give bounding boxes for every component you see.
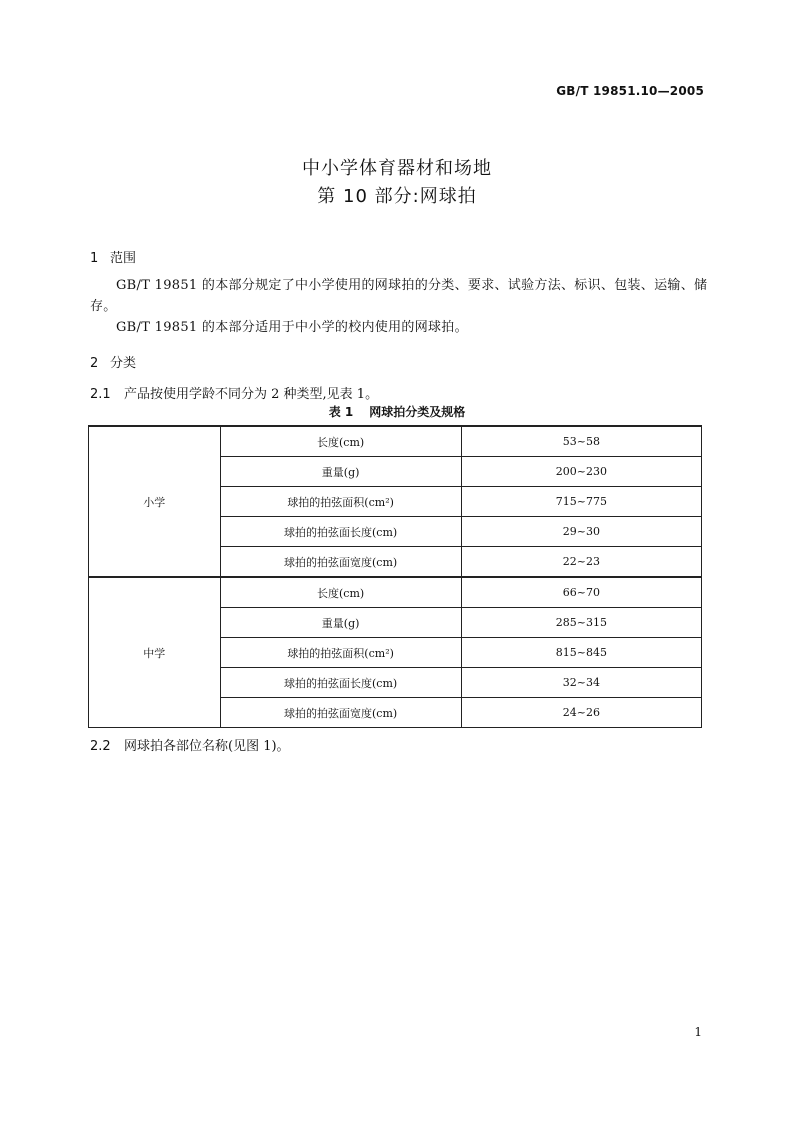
document-title-line-1: 中小学体育器材和场地 <box>302 158 492 179</box>
standard-number: GB/T 19851.10—2005 <box>556 84 704 98</box>
scope-paragraph-2: GB/T 19851 的本部分适用于中小学的校内使用的网球拍。 <box>116 320 468 335</box>
spec-value-cell: 285~315 <box>461 608 701 638</box>
table-row <box>89 426 702 457</box>
table-1-caption-title: 网球拍分类及规格 <box>369 405 466 419</box>
classification-table <box>88 425 702 728</box>
spec-value-cell: 815~845 <box>461 638 701 668</box>
spec-item-cell: 球拍的拍弦面积(cm²) <box>220 638 461 668</box>
section-1-number: 1 <box>90 251 99 266</box>
spec-value-cell: 200~230 <box>461 457 701 487</box>
section-1-heading <box>90 247 136 266</box>
spec-value-cell: 29~30 <box>461 517 701 547</box>
spec-value-cell: 32~34 <box>461 668 701 698</box>
document-title-line-2: 第 10 部分:网球拍 <box>317 186 477 207</box>
spec-item-cell: 长度(cm) <box>220 426 461 457</box>
section-1-title: 范围 <box>110 251 137 266</box>
clause-2-2-number: 2.2 <box>90 739 111 754</box>
spec-item-cell: 长度(cm) <box>220 577 461 608</box>
table-1-caption-number: 表 1 <box>328 405 354 419</box>
section-2-heading <box>90 352 136 371</box>
clause-2-2 <box>90 735 290 754</box>
clause-2-1-number: 2.1 <box>90 387 111 402</box>
spec-item-cell: 球拍的拍弦面积(cm²) <box>220 487 461 517</box>
spec-item-cell: 重量(g) <box>220 457 461 487</box>
spec-item-cell: 球拍的拍弦面宽度(cm) <box>220 698 461 728</box>
clause-2-1-text: 产品按使用学龄不同分为 2 种类型,见表 1。 <box>124 387 379 402</box>
spec-value-cell: 66~70 <box>461 577 701 608</box>
spec-item-cell: 球拍的拍弦面宽度(cm) <box>220 547 461 578</box>
table-1-caption <box>0 403 794 420</box>
clause-2-2-text: 网球拍各部位名称(见图 1)。 <box>124 739 290 754</box>
spec-value-cell: 24~26 <box>461 698 701 728</box>
clause-2-1 <box>90 383 378 402</box>
section-2-title: 分类 <box>110 356 137 371</box>
spec-item-cell: 球拍的拍弦面长度(cm) <box>220 668 461 698</box>
table-row <box>89 577 702 608</box>
section-2-number: 2 <box>90 356 99 371</box>
spec-item-cell: 重量(g) <box>220 608 461 638</box>
scope-paragraph-1: GB/T 19851 的本部分规定了中小学使用的网球拍的分类、要求、试验方法、标识、包装、运输、储存。 <box>90 278 708 314</box>
spec-value-cell: 22~23 <box>461 547 701 578</box>
spec-value-cell: 53~58 <box>461 426 701 457</box>
spec-item-cell: 球拍的拍弦面长度(cm) <box>220 517 461 547</box>
spec-value-cell: 715~775 <box>461 487 701 517</box>
group-cell-secondary: 中学 <box>89 577 221 728</box>
page-number: 1 <box>694 1025 702 1039</box>
group-cell-primary: 小学 <box>89 426 221 577</box>
